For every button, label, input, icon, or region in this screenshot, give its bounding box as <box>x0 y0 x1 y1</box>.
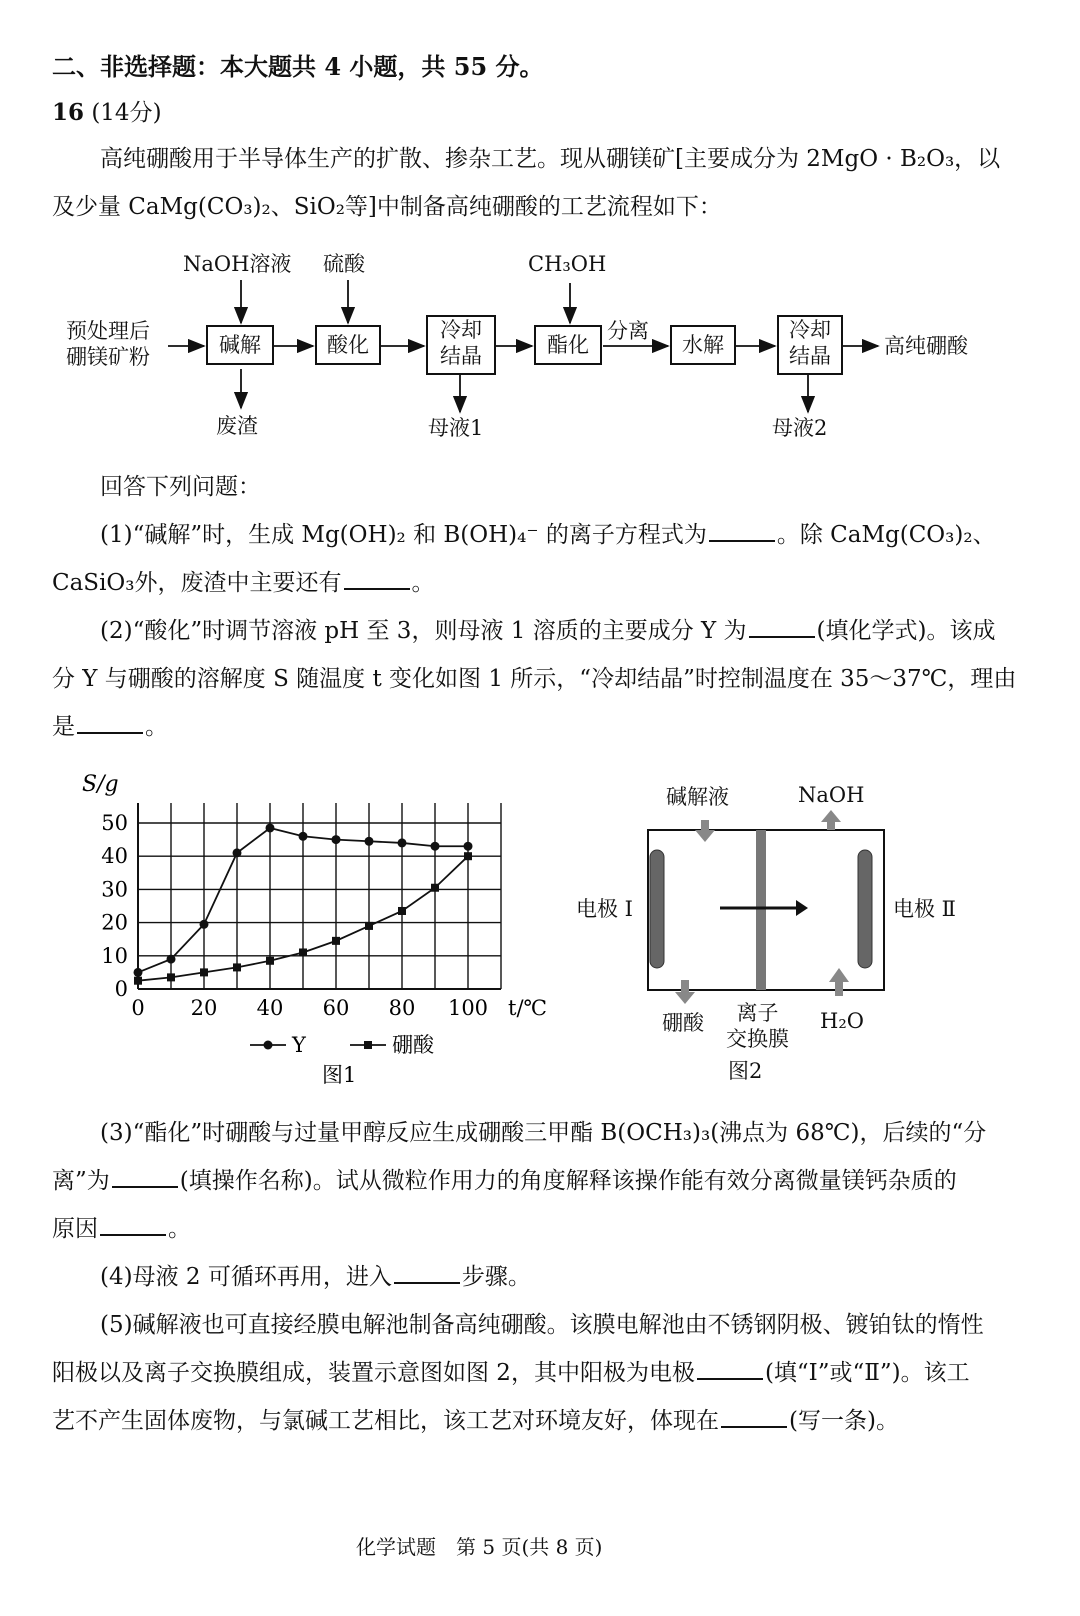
step-cool-crystallize-2: 冷却 结晶 <box>777 315 843 375</box>
question-3-line-2: 离”为 (填操作名称)。试从微粒作用力的角度解释该操作能有效分离微量镁钙杂质的 <box>52 1168 957 1194</box>
question-2-line-3: 是 。 <box>52 714 168 740</box>
step-acidify: 酸化 <box>315 325 381 365</box>
flow-start-label: 预处理后 硼镁矿粉 <box>66 319 150 369</box>
question-4: (4)母液 2 可循环再用，进入 步骤。 <box>100 1264 531 1290</box>
y-tick-label: 0 <box>114 977 128 1001</box>
chart-legend <box>250 1033 435 1057</box>
output-mother-liquor-1: 母液1 <box>428 416 484 440</box>
x-tick-label: 60 <box>322 996 350 1020</box>
data-point-y <box>431 842 440 851</box>
inlet-arrow-water <box>829 968 849 996</box>
data-point-y <box>398 838 407 847</box>
ion-exchange-membrane <box>756 830 766 990</box>
label-boric-acid: 硼酸 <box>662 1011 704 1035</box>
answer-blank[interactable] <box>100 1214 166 1236</box>
question-1-line-2: CaSiO₃外，废渣中主要还有 。 <box>52 570 435 596</box>
answer-prompt: 回答下列问题： <box>100 474 261 500</box>
answer-blank[interactable] <box>344 568 410 590</box>
reagent-methanol: CH₃OH <box>528 252 607 276</box>
label-alkali-solution: 碱解液 <box>666 785 729 809</box>
figure-2-caption: 图2 <box>728 1059 763 1083</box>
question-3-line-3: 原因 。 <box>52 1216 191 1242</box>
question-2-line-1: (2)“酸化”时调节溶液 pH 至 3，则母液 1 溶质的主要成分 Y 为 (填化学式)。该成 <box>100 618 996 644</box>
question-5-line-1: (5)碱解液也可直接经膜电解池制备高纯硼酸。该膜电解池由不锈钢阴极、镀铂钛的惰性 <box>100 1312 984 1338</box>
legend-marker-boric-acid <box>364 1041 372 1049</box>
data-point-boric-acid <box>464 852 472 860</box>
x-tick-label: 40 <box>256 996 284 1020</box>
data-point-y <box>464 842 473 851</box>
data-point-boric-acid <box>233 963 241 971</box>
data-point-y <box>233 848 242 857</box>
data-point-boric-acid <box>332 937 340 945</box>
answer-blank[interactable] <box>697 1358 763 1380</box>
data-point-y <box>266 823 275 832</box>
outlet-arrow-naoh <box>821 810 841 830</box>
label-electrode-1: 电极 Ⅰ <box>576 897 633 921</box>
question-score: (14分) <box>91 100 162 126</box>
step-hydrolysis: 水解 <box>670 325 736 365</box>
output-mother-liquor-2: 母液2 <box>772 416 828 440</box>
step-alkali: 碱解 <box>206 325 274 365</box>
data-point-boric-acid <box>299 948 307 956</box>
answer-blank[interactable] <box>721 1406 787 1428</box>
electrode-2 <box>858 850 872 968</box>
data-point-boric-acid <box>167 973 175 981</box>
data-point-y <box>200 920 209 929</box>
label-water: H₂O <box>820 1009 864 1033</box>
answer-blank[interactable] <box>749 616 815 638</box>
x-tick-label: 20 <box>190 996 218 1020</box>
section-title: 二、非选择题：本大题共 4 小题，共 55 分。 <box>52 52 544 81</box>
data-point-boric-acid <box>365 922 373 930</box>
data-point-y <box>332 835 341 844</box>
data-point-boric-acid <box>266 957 274 965</box>
data-point-y <box>167 955 176 964</box>
reagent-naoh: NaOH溶液 <box>183 252 292 276</box>
question-number: 16 <box>52 99 85 126</box>
answer-blank[interactable] <box>394 1262 460 1284</box>
y-tick-label: 40 <box>101 844 128 869</box>
x-tick-label: 0 <box>131 996 145 1020</box>
chart-grid <box>138 803 501 989</box>
question-2-line-2: 分 Y 与硼酸的溶解度 S 随温度 t 变化如图 1 所示，“冷却结晶”时控制温度在 35～37℃，理由 <box>52 666 1017 692</box>
answer-blank[interactable] <box>709 520 775 542</box>
legend-label-y: Y <box>292 1033 306 1057</box>
product-label: 高纯硼酸 <box>884 334 968 358</box>
migration-arrow <box>796 900 808 916</box>
separate-label: 分离 <box>607 319 649 343</box>
question-5-line-3: 艺不产生固体废物，与氯碱工艺相比，该工艺对环境友好，体现在 (写一条)。 <box>52 1408 899 1434</box>
legend-marker-y <box>264 1041 273 1050</box>
inlet-arrow-alkali <box>695 820 715 842</box>
y-tick-label: 20 <box>101 910 128 935</box>
legend-label-boric-acid: 硼酸 <box>392 1033 434 1057</box>
label-membrane: 离子 交换膜 <box>726 1001 789 1051</box>
data-point-boric-acid <box>134 977 142 985</box>
data-point-boric-acid <box>398 907 406 915</box>
reagent-sulfuric-acid: 硫酸 <box>323 252 365 276</box>
intro-line-1: 高纯硼酸用于半导体生产的扩散、掺杂工艺。现从硼镁矿[主要成分为 2MgO · B₂O₃，以 <box>100 146 1001 172</box>
x-tick-label: 80 <box>388 996 416 1020</box>
question-3-line-1: (3)“酯化”时硼酸与过量甲醇反应生成硼酸三甲酯 B(OCH₃)₃(沸点为 68℃)，后续的“分 <box>100 1120 987 1146</box>
y-axis-label: S/g <box>82 772 119 797</box>
data-point-boric-acid <box>431 884 439 892</box>
y-tick-label: 10 <box>101 943 128 968</box>
data-point-y <box>134 968 143 977</box>
intro-line-2: 及少量 CaMg(CO₃)₂、SiO₂等]中制备高纯硼酸的工艺流程如下： <box>52 194 722 220</box>
chart-caption: 图1 <box>322 1063 357 1087</box>
flow-arrows <box>0 0 1080 460</box>
label-naoh: NaOH <box>798 783 865 807</box>
step-esterify: 酯化 <box>534 325 602 365</box>
y-tick-label: 30 <box>101 877 128 902</box>
y-tick-label: 50 <box>101 811 128 835</box>
question-1-line-1: (1)“碱解”时，生成 Mg(OH)₂ 和 B(OH)₄⁻ 的离子方程式为 。除 CaMg(CO₃)₂、 <box>100 522 996 548</box>
page-footer: 化学试题 第 5 页(共 8 页) <box>356 1535 603 1559</box>
x-tick-label: 100 <box>447 996 489 1020</box>
x-axis-label: t/℃ <box>508 996 548 1020</box>
label-electrode-2: 电极 Ⅱ <box>893 897 956 921</box>
data-point-y <box>299 832 308 841</box>
answer-blank[interactable] <box>112 1166 178 1188</box>
data-point-y <box>365 837 374 846</box>
electrode-1 <box>650 850 664 968</box>
solubility-chart <box>60 765 580 1095</box>
question-5-line-2: 阳极以及离子交换膜组成，装置示意图如图 2，其中阳极为电极 (填“Ⅰ”或“Ⅱ”)。该工 <box>52 1360 970 1386</box>
step-cool-crystallize-1: 冷却 结晶 <box>426 315 496 375</box>
answer-blank[interactable] <box>77 712 143 734</box>
data-point-boric-acid <box>200 968 208 976</box>
output-residue: 废渣 <box>216 414 258 438</box>
outlet-arrow-boric <box>675 980 695 1004</box>
